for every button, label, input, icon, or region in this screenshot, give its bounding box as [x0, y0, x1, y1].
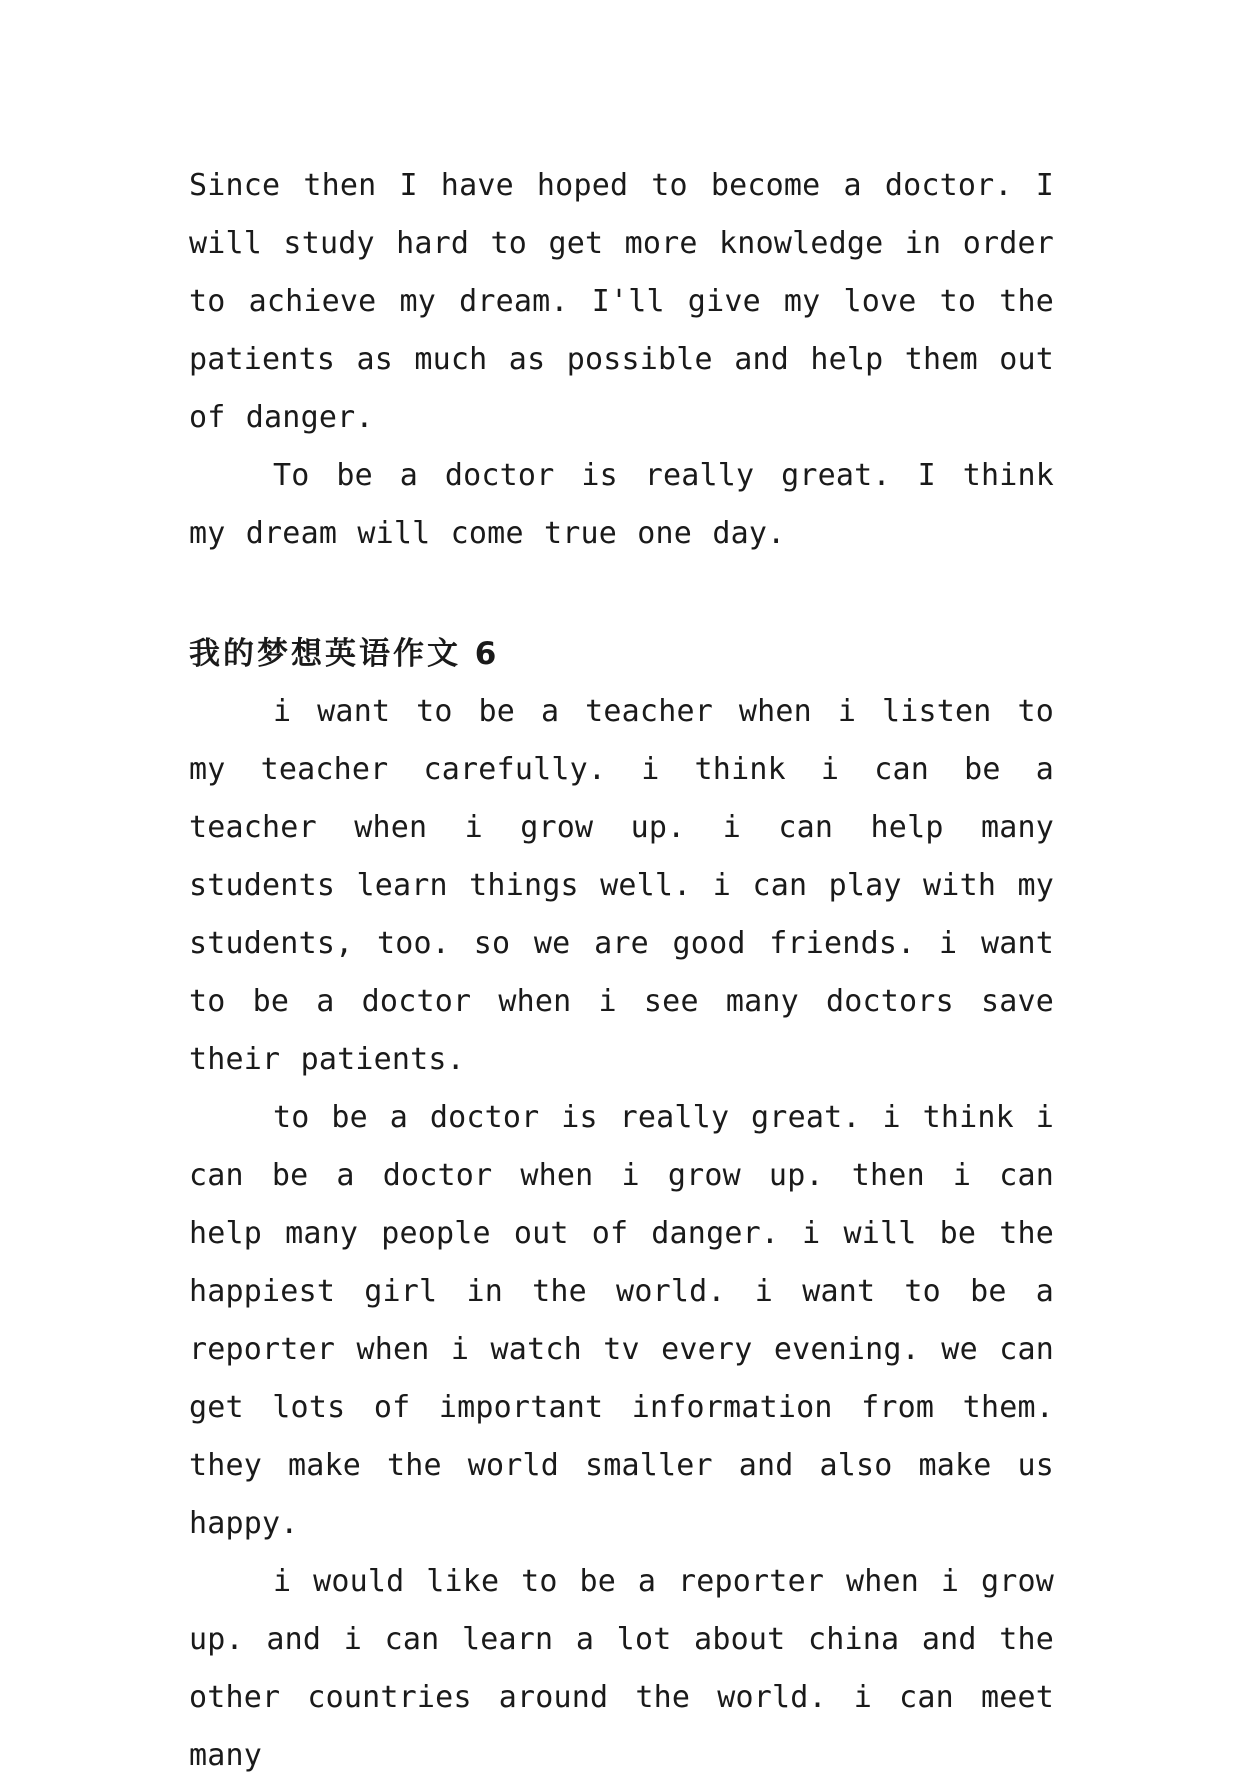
paragraph-2: To be a doctor is really great. I think my dream will come true one day.: [189, 458, 1054, 551]
paragraph-1: Since then I have hoped to become a doctor. I will study hard to get more knowledge in order to achieve my dream. I'll give my love to the patients as much as possible and help them out of danger.: [189, 168, 1054, 435]
essay-heading: 我的梦想英语作文 6: [189, 636, 500, 672]
paragraph-4: to be a doctor is really great. i think i can be a doctor when i grow up. then i can help many people out of danger. i will be the happiest girl in the world. i want to be a reporter when i watch tv every evening. we can get lots of important information from them. they make the world smaller and also make us happy.: [189, 1100, 1054, 1541]
document-page: [189, 157, 1054, 1785]
paragraph-3: i want to be a teacher when i listen to my teacher carefully. i think i can be a teacher when i grow up. i can help many students learn things well. i can play with my students, too. so we are good friends. i want to be a doctor when i see many doctors save their patients.: [189, 694, 1054, 1077]
paragraph-5: i would like to be a reporter when i grow up. and i can learn a lot about china and the other countries around the world. i can meet many: [189, 1564, 1054, 1773]
